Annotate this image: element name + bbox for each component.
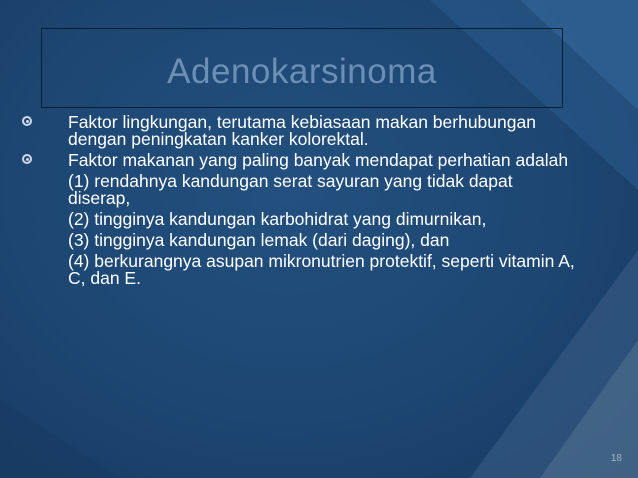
bullet-item-environment: [18, 114, 578, 148]
slide-title: Adenokarsinoma: [167, 52, 437, 91]
bullet-text: Faktor makanan yang paling banyak mendapat perhatian adalah: [68, 150, 569, 170]
sub-item: (3) tingginya kandungan lemak (dari daging), dan: [68, 230, 450, 250]
bullet-text: Faktor lingkungan, terutama kebiasaan makan berhubungan dengan peningkatan kanker kolorektal.: [68, 112, 536, 149]
sub-item: (4) berkurangnya asupan mikronutrien protektif, seperti vitamin A, C, dan E.: [68, 251, 575, 288]
sub-item: (2) tingginya kandungan karbohidrat yang dimurnikan,: [68, 209, 487, 229]
sub-item: (1) rendahnya kandungan serat sayuran yang tidak dapat diserap,: [68, 171, 513, 208]
bullet-item-diet: [18, 152, 578, 169]
slide-body: [18, 114, 578, 287]
bullet-icon: [22, 154, 32, 164]
page-number: 18: [610, 453, 622, 464]
bullet-icon: [22, 116, 32, 126]
